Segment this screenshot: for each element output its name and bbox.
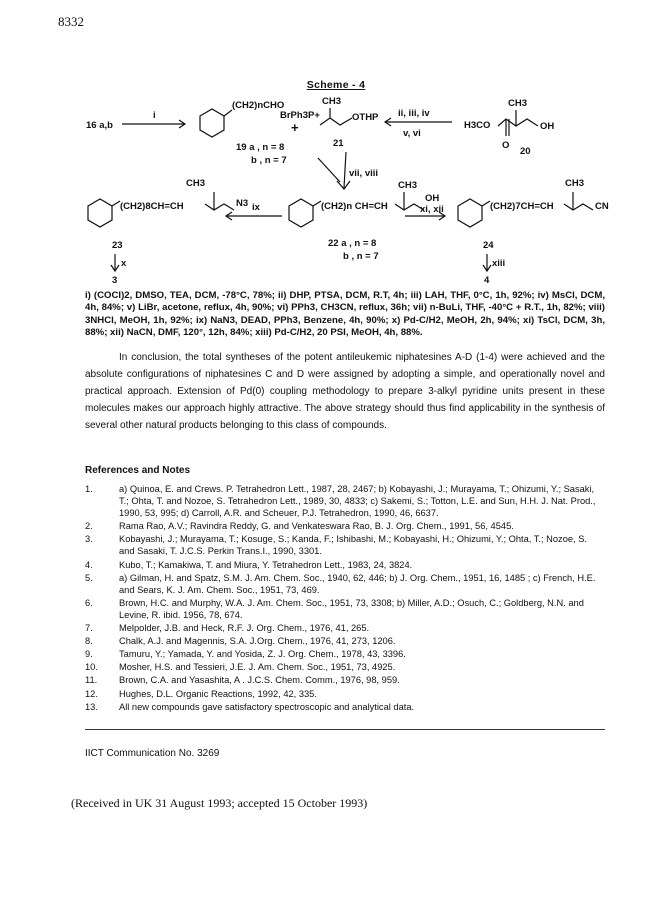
- hydroxyl-22: OH: [425, 193, 440, 204]
- methyl-23: CH3: [186, 178, 206, 189]
- reference-item: 13. All new compounds gave satisfactory spectroscopic and analytical data.: [85, 701, 415, 712]
- plus-sign: +: [291, 120, 299, 135]
- compound-19a-label: 19 a , n = 8: [236, 142, 285, 153]
- pyridine-ring-23: [88, 199, 112, 227]
- reference-item: 5. a) Gilman, H. and Spatz, S.M. J. Am. Chem. Soc., 1940, 62, 446; b) J. Org. Chem., 1951, 16, 1485 ; c) French, H.E. and Sears, K. J. Am. Chem. Soc., 1951, 73, 469.: [85, 572, 596, 595]
- compound-22b-label: b , n = 7: [343, 251, 379, 262]
- pyridine-ring-24: [458, 199, 482, 227]
- reference-item: 10. Mosher, H.S. and Tessieri, J.E. J. Am. Chem. Soc., 1951, 73, 4925.: [85, 662, 396, 673]
- steps-ii-iv-label: ii, iii, iv: [398, 108, 430, 119]
- references-list: [85, 483, 605, 714]
- compound-24-label: 24: [483, 240, 494, 251]
- reference-item: 12. Hughes, D.L. Organic Reactions, 1992, 42, 335.: [85, 688, 317, 699]
- references-heading: References and Notes: [85, 465, 191, 476]
- steps-xi-xii-label: xi, xii: [420, 204, 444, 215]
- footer-divider: [85, 729, 605, 730]
- pyridine-ring-19: [200, 109, 224, 137]
- reference-item: 2. Rama Rao, A.V.; Ravindra Reddy, G. and Venkateswara Rao, B. J. Org. Chem., 1991, 56, 4545.: [85, 521, 514, 532]
- othp-label: OTHP: [352, 112, 379, 123]
- reference-item: 3. Kobayashi, J.; Murayama, T.; Kosuge, S.; Kanda, F.; Ishibashi, M.; Kobayashi, H.; Ohizumi, Y.; Ohta, T.; Nozoe, S. and Sasaki, T. J.C.S. Perkin Trans.I., 1990, 3301.: [85, 534, 587, 557]
- methyl-22: CH3: [398, 180, 418, 191]
- compound-22-chain: (CH2)n CH=CH: [321, 201, 388, 212]
- steps-vii-viii-label: vii, viii: [349, 168, 379, 179]
- pyridine-ring-22: [289, 199, 313, 227]
- received-date: (Received in UK 31 August 1993; accepted 15 October 1993): [71, 796, 368, 810]
- compound-22a-label: 22 a , n = 8: [328, 238, 377, 249]
- compound-23-label: 23: [112, 240, 123, 251]
- compound-23-chain: (CH2)8CH=CH: [120, 201, 184, 212]
- step-xiii-label: xiii: [492, 258, 506, 269]
- compound-3-label: 3: [112, 275, 118, 286]
- compound-21-label: 21: [333, 138, 344, 149]
- carbonyl-20: O: [502, 140, 510, 151]
- scheme-title: Scheme - 4: [306, 79, 366, 91]
- reaction-conditions: i) (COCl)2, DMSO, TEA, DCM, -78°C, 78%; ii) DHP, PTSA, DCM, R.T, 4h; iii) LAH, THF, 0°C, 1h, 92%; iv) MsCl, DCM, 4h, 84%; v) LiBr, acetone, reflux, 4h, 90%; vi) PPh3, CH3CN, reflux, 36h; vii) n-BuLi, THF, -40°C + R.T., 1h, 82%; viii) 3NHCl, MeOH, 1h, 92%; ix) NaN3, DEAD, PPh3, Benzene, 4h, 90%; x) Pd-C/H2, MeOH, 2h, 94%; xi) TsCl, DCM, 3h, 88%; xii) NaCN, DMF, 120°, 12h, 84%; xiii) Pd-C/H2, 20 PSI, MeOH, 4h, 88%.: [85, 290, 605, 339]
- reference-item: 7. Melpolder, J.B. and Heck, R.F. J. Org. Chem., 1976, 41, 265.: [85, 623, 370, 634]
- compound-19-chain: (CH2)nCHO: [232, 100, 285, 111]
- reaction-scheme: [0, 88, 672, 288]
- reference-item: 6. Brown, H.C. and Murphy, W.A. J. Am. Chem. Soc., 1951, 73, 3308; b) Miller, A.D.; Osuch, C.; Goldberg, N.N. and Levine, R. ibid. 1956, 78, 674.: [85, 597, 584, 620]
- nitrile-label: CN: [595, 201, 609, 212]
- step-ix-label: ix: [252, 202, 260, 213]
- compound-20-label: 20: [520, 146, 531, 157]
- reference-item: 4. Kubo, T.; Kamakiwa, T. and Miura, Y. Tetrahedron Lett., 1983, 24, 3824.: [85, 559, 413, 570]
- steps-v-vi-label: v, vi: [403, 128, 421, 139]
- ylide-label: BrPh3P+: [280, 110, 320, 121]
- communication-number: IICT Communication No. 3269: [85, 748, 220, 759]
- methoxy-label: H3CO: [464, 120, 491, 131]
- reference-item: 9. Tamuru, Y.; Yamada, Y. and Yosida, Z. J. Org. Chem., 1978, 43, 3396.: [85, 649, 406, 660]
- methyl-24: CH3: [565, 178, 585, 189]
- reference-item: 1. a) Quinoa, E. and Crews. P. Tetrahedron Lett., 1987, 28, 2467; b) Kobayashi, J.; Murayama, T.; Ohizumi, Y.; Sasaki, T.; Ohta, T. and Nozoe, S. Tetrahedron Lett., 1989, 30, 4833; c) Sakemi, S.; Totton, L.E. and Sun, H.H. J. Nat. Prod., 1990, 53, 995; d) Carroll, A.R. and Scheuer, P.J. Tetrahedron, 1990, 46, 6637.: [85, 484, 596, 519]
- conclusion-paragraph: In conclusion, the total syntheses of the potent antileukemic niphatesines A-D (1-4) were achieved and the absolute configurations of niphatesines C and D were assigned by adopting a simple, and operationally novel and practical approach. Extension of Pd(0) coupling methodology to prepare 3-alkyl pyridine units present in these molecules makes our approach highly attractive. The above strategy should thus find applicability in the synthesis of several other natural products belonging to this class of compounds.: [85, 352, 605, 431]
- compound-4-label: 4: [484, 275, 490, 286]
- compound-24-chain: (CH2)7CH=CH: [490, 201, 554, 212]
- compound-19b-label: b , n = 7: [251, 155, 287, 166]
- page-number: 8332: [58, 14, 84, 29]
- azide-label: N3: [236, 198, 249, 209]
- reference-item: 11. Brown, C.A. and Yasashita, A . J.C.S. Chem. Comm., 1976, 98, 959.: [85, 675, 400, 686]
- reference-item: 8. Chalk, A.J. and Magennis, S.A. J.Org. Chem., 1976, 41, 273, 1206.: [85, 636, 396, 647]
- hydroxyl-20: OH: [540, 121, 555, 132]
- compound-16-label: 16 a,b: [86, 120, 113, 131]
- step-i-label: i: [153, 110, 156, 121]
- methyl-20: CH3: [508, 98, 528, 109]
- step-x-label: x: [121, 258, 127, 269]
- methyl-21: CH3: [322, 96, 342, 107]
